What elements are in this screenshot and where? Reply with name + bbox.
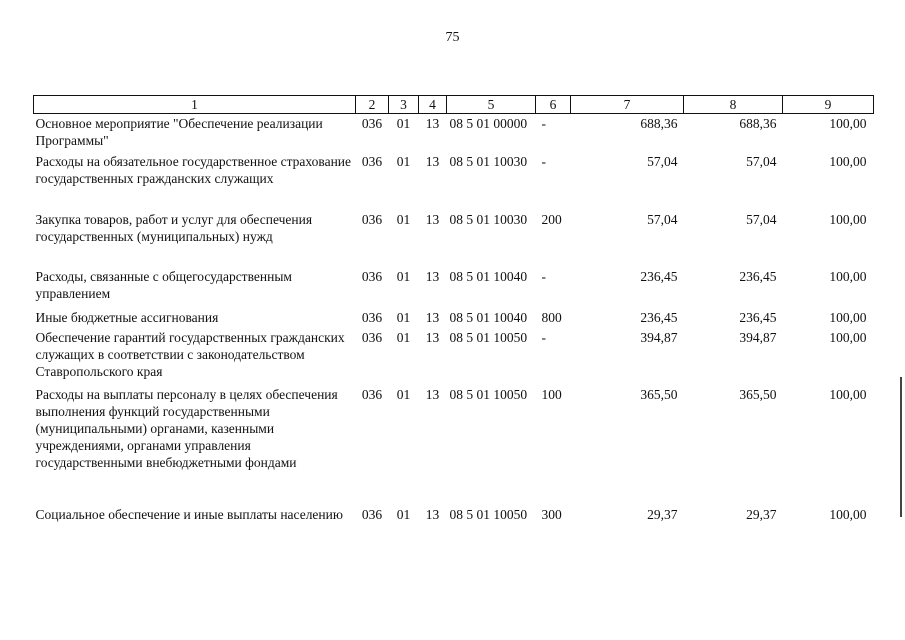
cell-target-article: 08 5 01 10040 [449, 268, 528, 284]
cell-expense-type: 300 [541, 506, 562, 522]
cell-percent: 100,00 [829, 211, 867, 227]
cell-value-7: 365,50 [640, 386, 678, 402]
cell-section: 01 [396, 211, 411, 227]
scan-edge-mark [900, 377, 902, 517]
cell-target-article: 08 5 01 10050 [449, 386, 528, 402]
row-name: Расходы на выплаты персоналу в целях обеспечения выполнения функций государственными (муниципальными) органами, казенными учреждениями, органами управления государственными внебюджетными фондами [35, 386, 338, 470]
cell-target-article: 08 5 01 10030 [449, 211, 528, 227]
cell-expense-type: - [541, 153, 546, 169]
table-row [34, 210, 874, 267]
row-name: Закупка товаров, работ и услуг для обеспечения государственных (муниципальных) нужд [35, 211, 313, 244]
header-col-3: 3 [389, 96, 419, 114]
cell-ministry-code: 036 [361, 329, 383, 345]
cell-percent: 100,00 [829, 506, 867, 522]
cell-section: 01 [396, 268, 411, 284]
cell-value-7: 236,45 [640, 268, 678, 284]
cell-value-8: 29,37 [746, 506, 777, 522]
cell-section: 01 [396, 329, 411, 345]
cell-value-8: 57,04 [746, 153, 777, 169]
header-col-9: 9 [783, 96, 874, 114]
header-col-7: 7 [571, 96, 684, 114]
budget-table [33, 95, 874, 543]
table-row [34, 505, 874, 543]
cell-section: 01 [396, 309, 411, 325]
cell-section: 01 [396, 116, 411, 131]
cell-expense-type: 100 [541, 386, 562, 402]
table-row [34, 328, 874, 385]
cell-value-7: 29,37 [647, 506, 678, 522]
cell-expense-type: - [541, 329, 546, 345]
cell-subsection: 13 [425, 309, 440, 325]
row-name: Социальное обеспечение и иные выплаты населению [35, 506, 343, 522]
header-col-5: 5 [447, 96, 536, 114]
table-row [34, 308, 874, 328]
cell-percent: 100,00 [829, 329, 867, 345]
cell-ministry-code: 036 [361, 309, 383, 325]
cell-value-8: 57,04 [746, 211, 777, 227]
cell-value-7: 688,36 [640, 116, 678, 131]
cell-value-8: 688,36 [739, 116, 777, 131]
table-row [34, 152, 874, 210]
cell-section: 01 [396, 506, 411, 522]
cell-value-8: 236,45 [739, 268, 777, 284]
cell-value-7: 57,04 [647, 153, 678, 169]
cell-ministry-code: 036 [361, 153, 383, 169]
cell-value-7: 394,87 [640, 329, 678, 345]
table-row [34, 114, 874, 152]
cell-percent: 100,00 [829, 153, 867, 169]
cell-target-article: 08 5 01 10050 [449, 329, 528, 345]
cell-value-8: 365,50 [739, 386, 777, 402]
cell-ministry-code: 036 [361, 268, 383, 284]
cell-percent: 100,00 [829, 386, 867, 402]
header-col-8: 8 [684, 96, 783, 114]
header-col-4: 4 [419, 96, 447, 114]
cell-subsection: 13 [425, 386, 440, 402]
cell-subsection: 13 [425, 268, 440, 284]
cell-target-article: 08 5 01 10050 [449, 506, 528, 522]
cell-subsection: 13 [425, 329, 440, 345]
row-name: Основное мероприятие "Обеспечение реализации Программы" [35, 116, 323, 148]
cell-value-7: 236,45 [640, 309, 678, 325]
table-row [34, 385, 874, 505]
header-col-6: 6 [536, 96, 571, 114]
cell-expense-type: - [541, 116, 546, 131]
cell-section: 01 [396, 386, 411, 402]
cell-subsection: 13 [425, 116, 440, 131]
cell-section: 01 [396, 153, 411, 169]
table-row [34, 267, 874, 308]
cell-expense-type: 800 [541, 309, 562, 325]
cell-target-article: 08 5 01 10040 [449, 309, 528, 325]
cell-expense-type: 200 [541, 211, 562, 227]
cell-value-8: 394,87 [739, 329, 777, 345]
cell-value-7: 57,04 [647, 211, 678, 227]
cell-percent: 100,00 [829, 116, 867, 131]
header-col-2: 2 [356, 96, 389, 114]
cell-percent: 100,00 [829, 309, 867, 325]
cell-target-article: 08 5 01 10030 [449, 153, 528, 169]
table-header [34, 96, 874, 114]
row-name: Расходы, связанные с общегосударственным управлением [35, 268, 292, 301]
cell-expense-type: - [541, 268, 546, 284]
row-name: Иные бюджетные ассигнования [35, 309, 219, 325]
cell-subsection: 13 [425, 153, 440, 169]
cell-target-article: 08 5 01 00000 [449, 116, 528, 131]
cell-ministry-code: 036 [361, 211, 383, 227]
cell-percent: 100,00 [829, 268, 867, 284]
page-number: 75 [445, 30, 460, 45]
cell-subsection: 13 [425, 506, 440, 522]
cell-ministry-code: 036 [361, 506, 383, 522]
cell-ministry-code: 036 [361, 386, 383, 402]
cell-value-8: 236,45 [739, 309, 777, 325]
header-col-1: 1 [34, 96, 356, 114]
header-row [34, 96, 874, 114]
row-name: Расходы на обязательное государственное страхование государственных гражданских служащих [35, 153, 352, 186]
row-name: Обеспечение гарантий государственных гражданских служащих в соответствии с законодательством Ставропольского края [35, 329, 345, 379]
table-body [34, 114, 874, 543]
cell-subsection: 13 [425, 211, 440, 227]
cell-ministry-code: 036 [361, 116, 383, 131]
